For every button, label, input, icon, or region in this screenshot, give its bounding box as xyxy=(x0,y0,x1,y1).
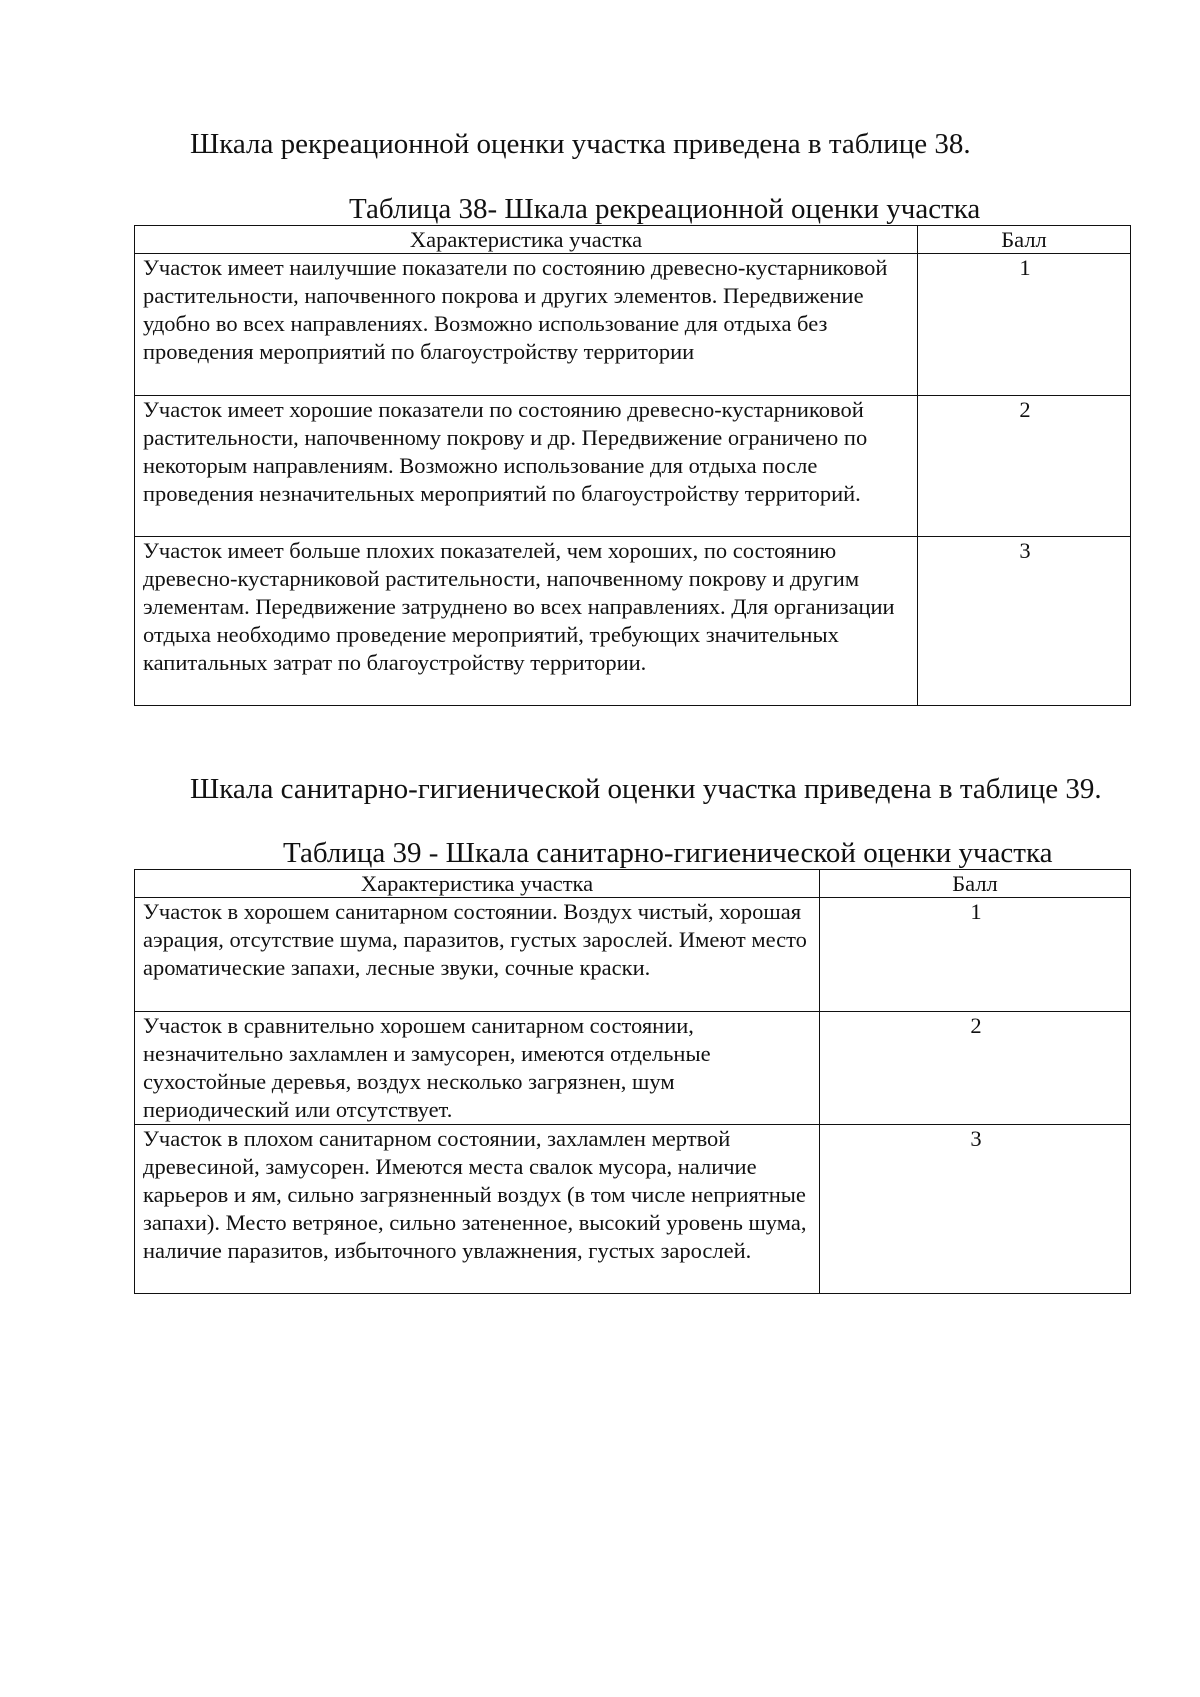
row-score: 2 xyxy=(820,1012,1131,1125)
row-score: 3 xyxy=(918,537,1131,706)
sanitary-hygienic-assessment-table xyxy=(134,869,1131,1294)
table-row xyxy=(135,898,1131,1012)
row-score: 1 xyxy=(820,898,1131,1012)
row-score: 1 xyxy=(918,254,1131,396)
header-characteristic: Характеристика участка xyxy=(135,226,918,254)
recreational-assessment-table xyxy=(134,225,1131,706)
intro-paragraph-table-39: Шкала санитарно-гигиенической оценки участка приведена в таблице 39. xyxy=(190,773,1102,805)
table-38-caption: Таблица 38- Шкала рекреационной оценки участка xyxy=(349,193,981,225)
table-header-row xyxy=(135,870,1131,898)
header-characteristic: Характеристика участка xyxy=(135,870,820,898)
table-row xyxy=(135,1012,1131,1125)
row-characteristic: Участок имеет больше плохих показателей, чем хороших, по состоянию древесно-кустарниковой растительности, напочвенному покрову и другим элементам. Передвижение затруднено во всех направлениях. Для организации отдыха необходимо проведение мероприятий, требующих значительных капитальных затрат по благоустройству территории. xyxy=(135,537,918,706)
table-row xyxy=(135,254,1131,396)
row-score: 3 xyxy=(820,1125,1131,1294)
row-characteristic: Участок в хорошем санитарном состоянии. Воздух чистый, хорошая аэрация, отсутствие шума, паразитов, густых зарослей. Имеют место ароматические запахи, лесные звуки, сочные краски. xyxy=(135,898,820,1012)
row-characteristic: Участок в сравнительно хорошем санитарном состоянии, незначительно захламлен и замусорен, имеются отдельные сухостойные деревья, воздух несколько загрязнен, шум периодический или отсутствует. xyxy=(135,1012,820,1125)
table-39-caption: Таблица 39 - Шкала санитарно-гигиенической оценки участка xyxy=(283,837,1053,869)
table-row xyxy=(135,537,1131,706)
header-score: Балл xyxy=(918,226,1131,254)
table-row xyxy=(135,396,1131,537)
table-row xyxy=(135,1125,1131,1294)
row-score: 2 xyxy=(918,396,1131,537)
row-characteristic: Участок имеет наилучшие показатели по состоянию древесно-кустарниковой растительности, напочвенного покрова и других элементов. Передвижение удобно во всех направлениях. Возможно использование для отдыха без проведения мероприятий по благоустройству территории xyxy=(135,254,918,396)
row-characteristic: Участок в плохом санитарном состоянии, захламлен мертвой древесиной, замусорен. Имеются места свалок мусора, наличие карьеров и ям, сильно загрязненный воздух (в том числе неприятные запахи). Место ветряное, сильно затененное, высокий уровень шума, наличие паразитов, избыточного увлажнения, густых зарослей. xyxy=(135,1125,820,1294)
table-header-row xyxy=(135,226,1131,254)
row-characteristic: Участок имеет хорошие показатели по состоянию древесно-кустарниковой растительности, напочвенному покрову и др. Передвижение ограничено по некоторым направлениям. Возможно использование для отдыха после проведения незначительных мероприятий по благоустройству территорий. xyxy=(135,396,918,537)
header-score: Балл xyxy=(820,870,1131,898)
intro-paragraph-table-38: Шкала рекреационной оценки участка приведена в таблице 38. xyxy=(190,128,971,160)
